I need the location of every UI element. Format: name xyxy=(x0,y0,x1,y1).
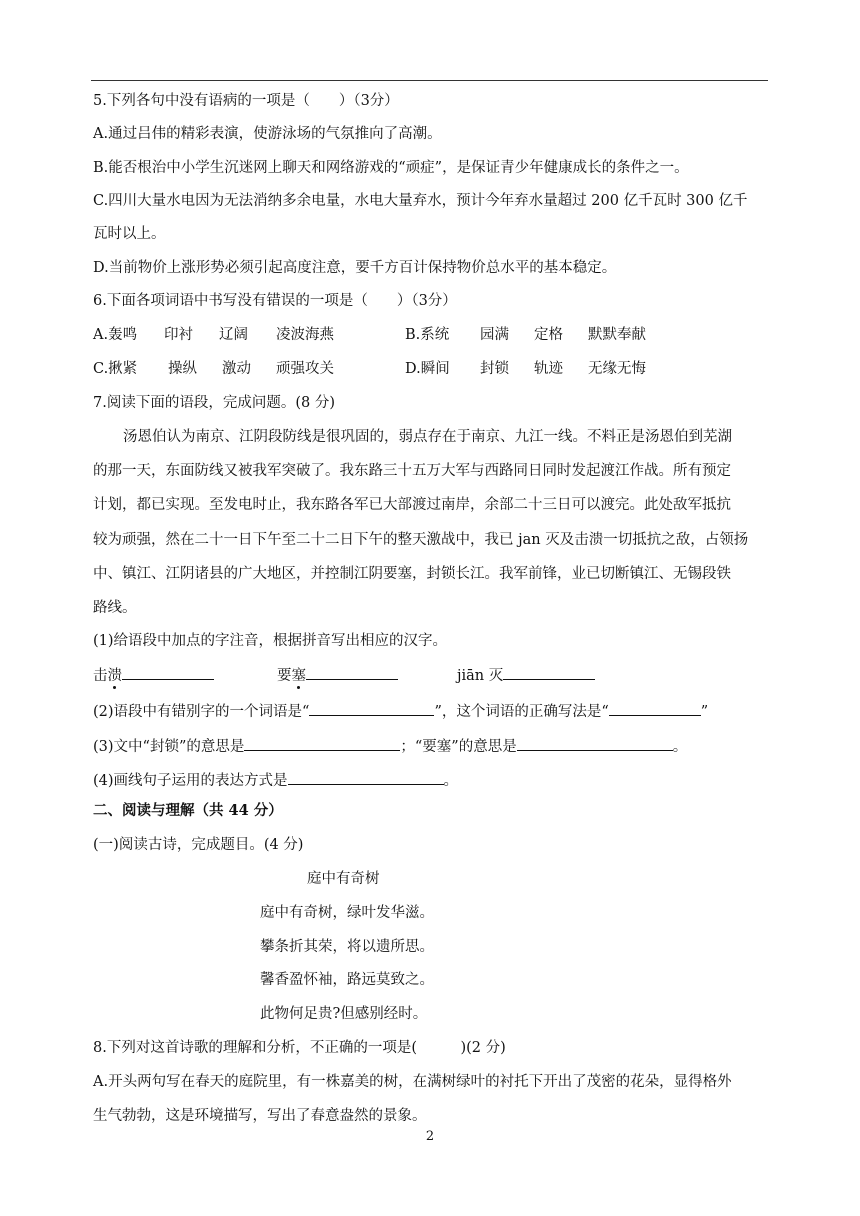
q7-fill-jianmie xyxy=(457,663,595,686)
q7-sub3 xyxy=(93,734,687,757)
q7-fill-yaosai-char: 要 xyxy=(277,668,292,684)
poem-line-1: 庭中有奇树，绿叶发华滋。 xyxy=(260,905,434,921)
q7-fill-jikui-dotted-char: 溃 xyxy=(107,668,122,684)
section-2-title: 二、阅读与理解（共 44 分） xyxy=(93,802,283,819)
q7-sub2-text-2: ”，这个词语的正确写法是“ xyxy=(434,704,609,720)
q7-sub3-blank-2[interactable] xyxy=(517,734,673,751)
q7-sub4 xyxy=(93,768,458,791)
q7-fill-jikui-blank[interactable] xyxy=(122,663,214,680)
page-number: 2 xyxy=(425,1129,435,1144)
q7-sub3-blank-1[interactable] xyxy=(244,734,400,751)
q6-a-word-3: 辽阔 xyxy=(219,327,248,343)
q7-passage-line-4: 较为顽强，然在二十一日下午至二十二日下午的整天激战中，我已 jan 灭及击溃一切抵抗之敌，占领扬 xyxy=(93,532,749,548)
q7-fill-yaosai-dotted-char: 塞 xyxy=(291,668,306,684)
q6-b-word-3: 定格 xyxy=(534,327,563,343)
q7-sub4-text-1: (4)画线句子运用的表达方式是 xyxy=(93,773,288,789)
q6-a-word-1: A.轰鸣 xyxy=(93,327,138,343)
q6-d-word-4: 无缘无悔 xyxy=(588,361,646,377)
q5-option-d: D.当前物价上涨形势必须引起高度注意，要千方百计保持物价总水平的基本稳定。 xyxy=(93,260,617,276)
poem-line-2: 攀条折其荣，将以遗所思。 xyxy=(260,939,434,955)
header-rule xyxy=(91,80,768,81)
q7-passage-line-3: 计划，都已实现。至发电时止，我东路各军已大部渡过南岸，余部二十三日可以渡完。此处敌军抵抗 xyxy=(93,497,731,513)
q6-d-word-1: D.瞬间 xyxy=(405,361,450,377)
q7-stem: 7.阅读下面的语段，完成问题。(8 分) xyxy=(93,395,335,411)
q7-sub3-text-3: 。 xyxy=(672,739,688,755)
q6-c-word-3: 激动 xyxy=(222,361,251,377)
q5-stem: 5.下列各句中没有语病的一项是（ ）（3分） xyxy=(93,93,399,109)
q7-sub4-blank[interactable] xyxy=(288,768,444,785)
q6-a-word-4: 凌波海燕 xyxy=(276,327,334,343)
section-2-part-1: (一)阅读古诗，完成题目。(4 分) xyxy=(93,837,304,853)
q7-sub2-blank-1[interactable] xyxy=(309,699,434,716)
q7-passage-line-2: 的那一天，东面防线又被我军突破了。我东路三十五万大军与西路同日同时发起渡江作战。所有预定 xyxy=(93,463,731,479)
q6-b-word-2: 园满 xyxy=(480,327,509,343)
q7-fill-jianmie-blank[interactable] xyxy=(503,663,595,680)
q6-b-word-4: 默默奉献 xyxy=(588,327,646,343)
q7-sub2 xyxy=(93,699,708,722)
q8-option-a-line2: 生气勃勃，这是环境描写，写出了春意盎然的景象。 xyxy=(93,1108,427,1124)
q6-a-word-2: 印衬 xyxy=(164,327,193,343)
q7-passage-line-5: 中、镇江、江阴诸县的广大地区，并控制江阴要塞，封锁长江。我军前锋，业已切断镇江、无锡段铁 xyxy=(93,566,731,582)
q7-fill-jianmie-text: jiān 灭 xyxy=(457,668,504,684)
q5-option-c-line1: C.四川大量水电因为无法消纳多余电量，水电大量弃水，预计今年弃水量超过 200 亿千瓦时 300 亿千 xyxy=(93,193,748,209)
poem-line-4: 此物何足贵?但感别经时。 xyxy=(260,1006,428,1022)
q7-sub2-text-1: (2)语段中有错别字的一个词语是“ xyxy=(93,704,310,720)
q7-sub1: (1)给语段中加点的字注音，根据拼音写出相应的汉字。 xyxy=(93,633,448,649)
q7-sub2-blank-2[interactable] xyxy=(609,699,701,716)
q7-fill-yaosai-blank[interactable] xyxy=(306,663,398,680)
poem-line-3: 馨香盈怀袖，路远莫致之。 xyxy=(260,972,434,988)
q7-fill-jikui xyxy=(93,663,214,686)
q7-fill-yaosai xyxy=(277,663,398,686)
q7-sub3-text-1: (3)文中“封锁”的意思是 xyxy=(93,739,245,755)
q6-c-word-4: 顽强攻关 xyxy=(276,361,334,377)
q6-b-word-1: B.系统 xyxy=(405,327,450,343)
q5-option-a: A.通过吕伟的精彩表演，使游泳场的气氛推向了高潮。 xyxy=(93,126,442,142)
q5-option-c-line2: 瓦时以上。 xyxy=(93,226,166,242)
q6-d-word-3: 轨迹 xyxy=(534,361,563,377)
q8-option-a-line1: A.开头两句写在春天的庭院里，有一株嘉美的树，在满树绿叶的衬托下开出了茂密的花朵，显得格外 xyxy=(93,1074,732,1090)
poem-title: 庭中有奇树 xyxy=(307,871,380,887)
q7-sub4-text-2: 。 xyxy=(443,773,459,789)
q6-stem: 6.下面各项词语中书写没有错误的一项是（ ）（3分） xyxy=(93,293,457,309)
q8-stem: 8.下列对这首诗歌的理解和分析，不正确的一项是( )(2 分) xyxy=(93,1040,506,1056)
q6-c-word-1: C.揪紧 xyxy=(93,361,138,377)
q6-d-word-2: 封锁 xyxy=(480,361,509,377)
q7-sub3-text-2: ；“要塞”的意思是 xyxy=(400,739,517,755)
q5-option-b: B.能否根治中小学生沉迷网上聊天和网络游戏的“顽症”，是保证青少年健康成长的条件之一。 xyxy=(93,160,689,176)
q7-passage-line-6: 路线。 xyxy=(93,600,137,616)
q7-sub2-text-3: ” xyxy=(700,704,709,720)
q6-c-word-2: 操纵 xyxy=(168,361,197,377)
q7-passage-line-1: 汤恩伯认为南京、江阴段防线是很巩固的，弱点存在于南京、九江一线。不料正是汤恩伯到芜湖 xyxy=(123,429,732,445)
q7-fill-jikui-char: 击 xyxy=(93,668,108,684)
